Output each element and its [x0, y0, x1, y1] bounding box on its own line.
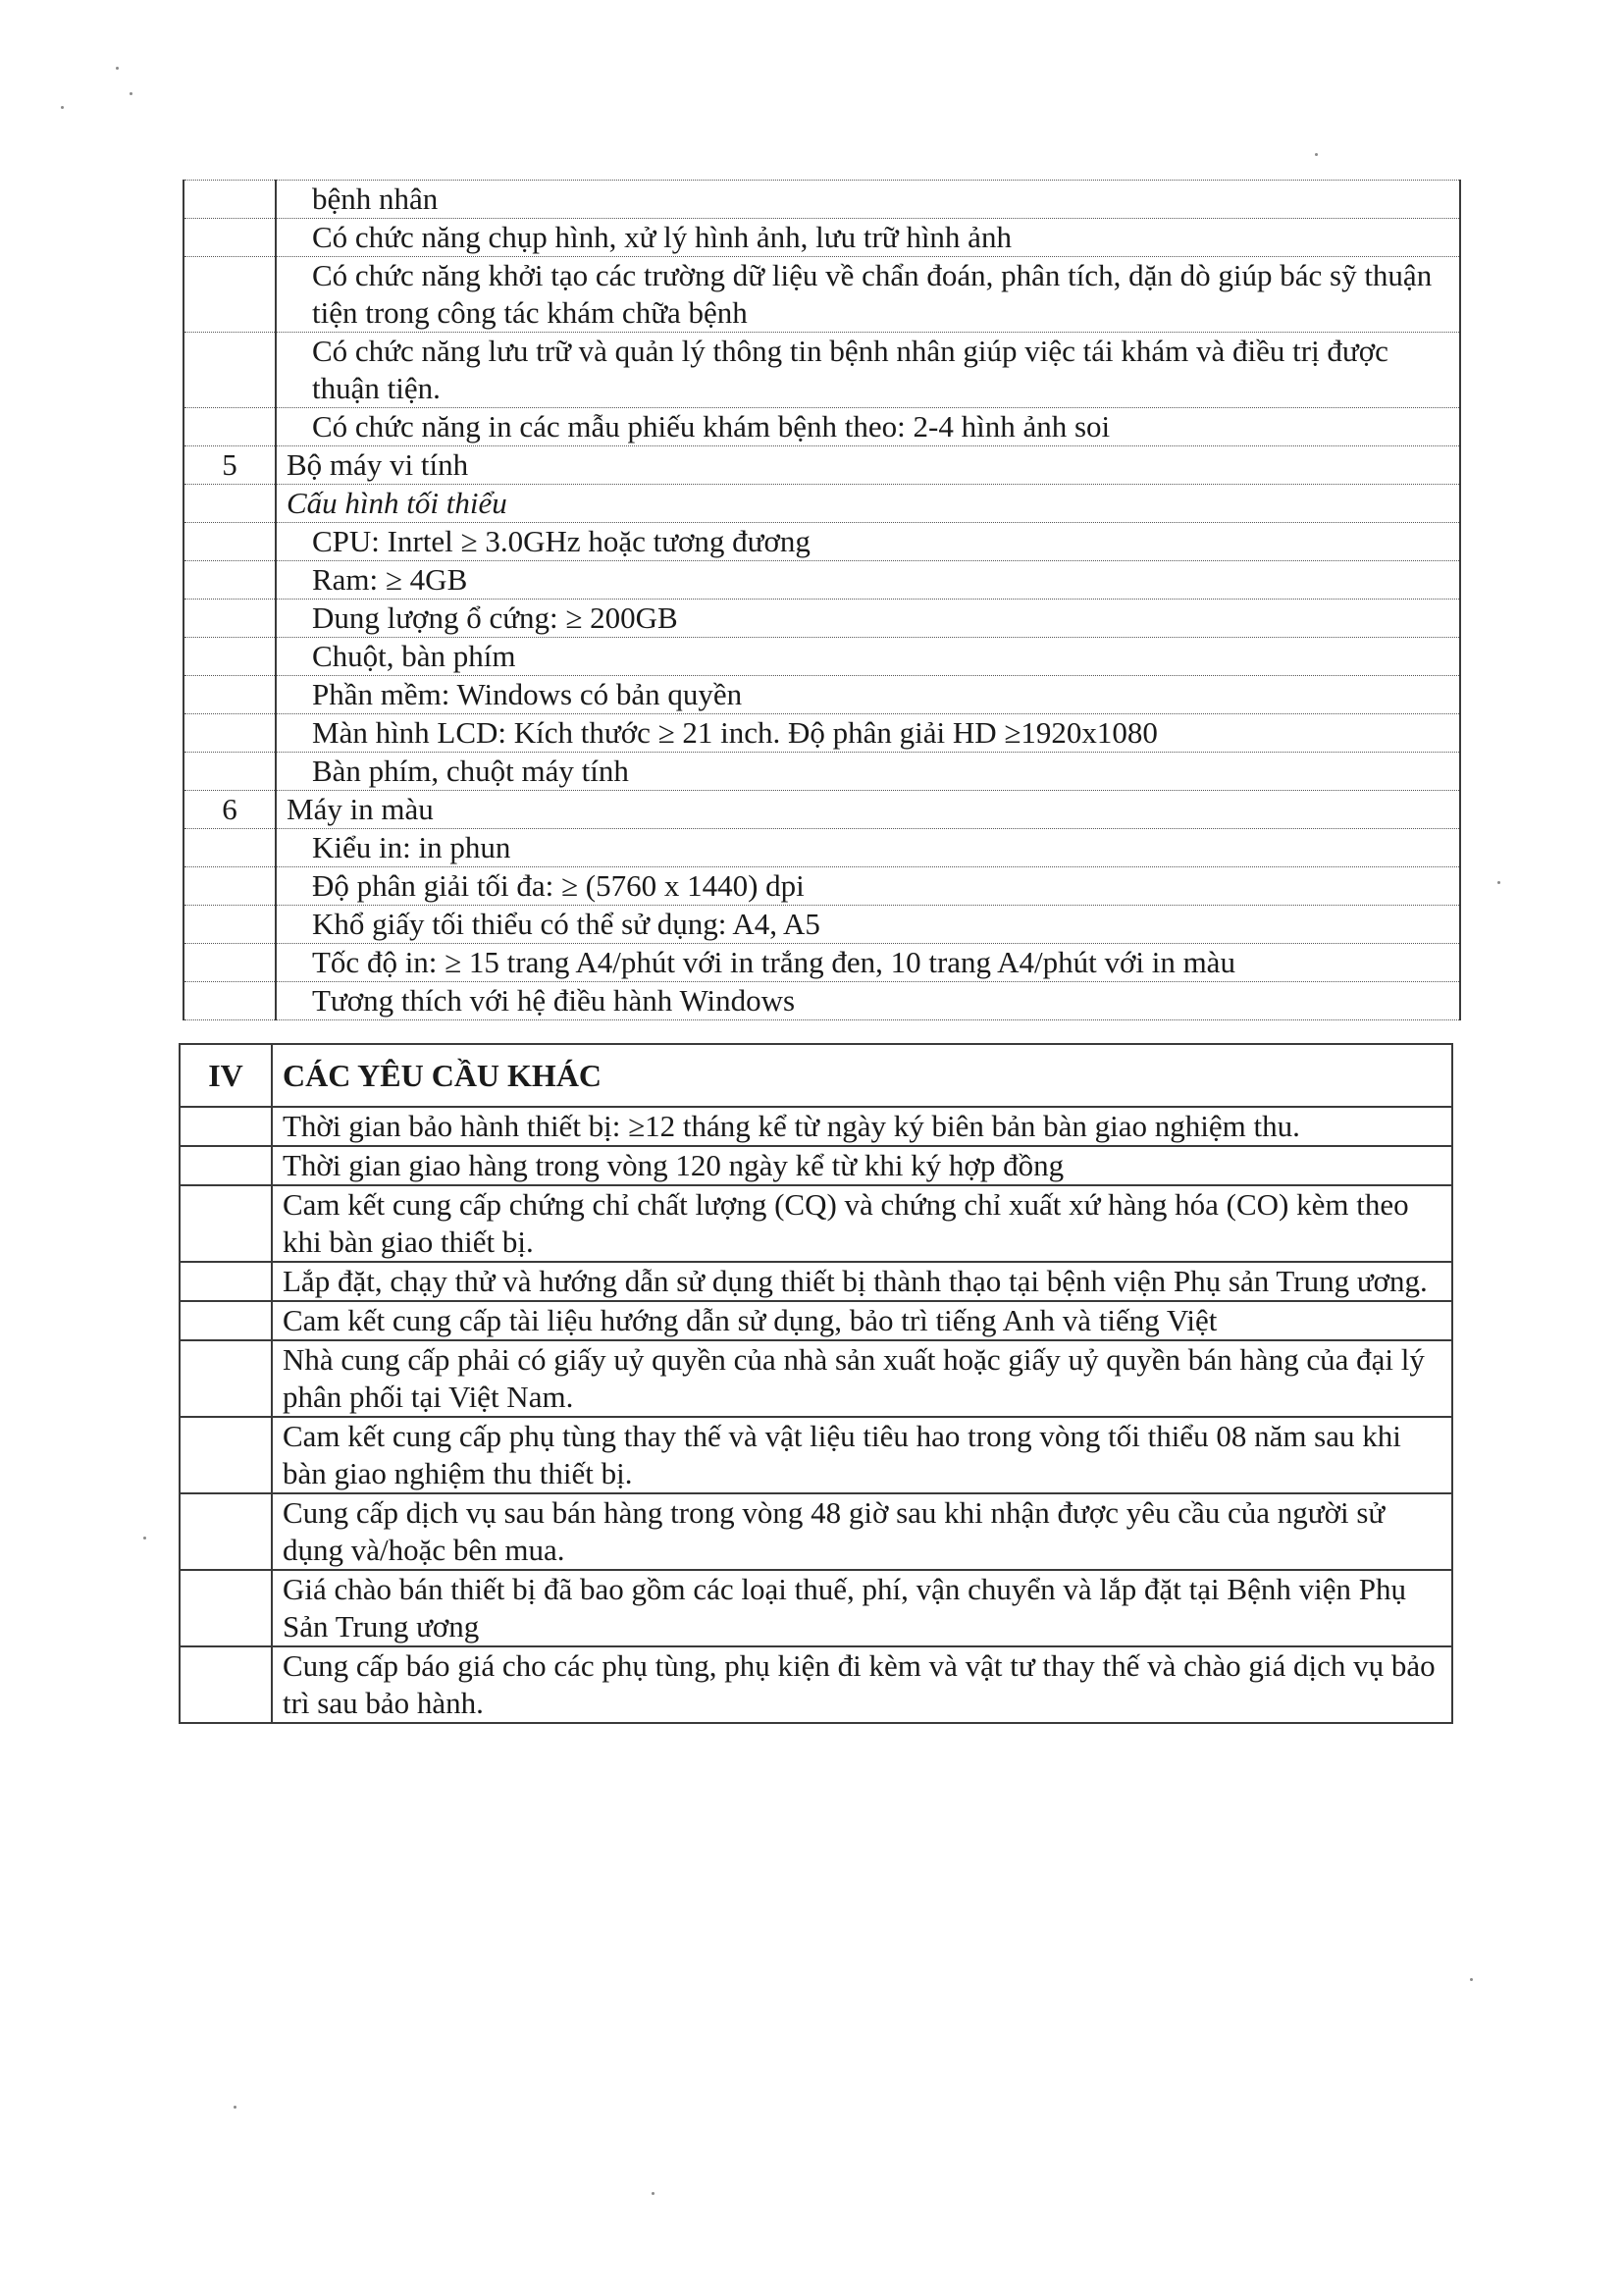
requirement-number	[180, 1570, 272, 1646]
requirement-number	[180, 1185, 272, 1262]
other-requirements-body	[180, 1044, 1452, 1723]
requirement-number	[180, 1493, 272, 1570]
item-spec: Có chức năng lưu trữ và quản lý thông tin bệnh nhân giúp việc tái khám và điều trị được thuận tiện.	[276, 333, 1460, 408]
item-number	[183, 408, 276, 446]
item-number	[183, 867, 276, 906]
item-spec: CPU: Inrtel ≥ 3.0GHz hoặc tương đương	[276, 523, 1460, 561]
table-row	[183, 408, 1460, 446]
requirement-row	[180, 1262, 1452, 1301]
scan-speck	[234, 2106, 236, 2109]
item-number	[183, 944, 276, 982]
item-number	[183, 257, 276, 333]
item-spec: Kiểu in: in phun	[276, 829, 1460, 867]
item-spec: Phần mềm: Windows có bản quyền	[276, 676, 1460, 714]
item-spec: Dung lượng ổ cứng: ≥ 200GB	[276, 600, 1460, 638]
requirement-row	[180, 1301, 1452, 1340]
requirement-text: Nhà cung cấp phải có giấy uỷ quyền của nhà sản xuất hoặc giấy uỷ quyền bán hàng của đại lý phân phối tại Việt Nam.	[272, 1340, 1452, 1417]
requirement-text: Cung cấp báo giá cho các phụ tùng, phụ kiện đi kèm và vật tư thay thế và chào giá dịch vụ bảo trì sau bảo hành.	[272, 1646, 1452, 1723]
requirement-row	[180, 1340, 1452, 1417]
requirement-text: Lắp đặt, chạy thử và hướng dẫn sử dụng thiết bị thành thạo tại bệnh viện Phụ sản Trung ương.	[272, 1262, 1452, 1301]
spec-table-continuation	[183, 180, 1461, 1020]
item-number	[183, 676, 276, 714]
requirement-text: Cung cấp dịch vụ sau bán hàng trong vòng 48 giờ sau khi nhận được yêu cầu của người sử dụng và/hoặc bên mua.	[272, 1493, 1452, 1570]
table-row	[183, 219, 1460, 257]
table-row	[183, 333, 1460, 408]
item-number: 5	[183, 446, 276, 485]
table-row	[183, 829, 1460, 867]
requirement-number	[180, 1146, 272, 1185]
requirement-row	[180, 1493, 1452, 1570]
item-spec: Có chức năng chụp hình, xử lý hình ảnh, lưu trữ hình ảnh	[276, 219, 1460, 257]
requirement-text: Cam kết cung cấp tài liệu hướng dẫn sử dụng, bảo trì tiếng Anh và tiếng Việt	[272, 1301, 1452, 1340]
requirement-number	[180, 1646, 272, 1723]
scan-speck	[116, 67, 119, 70]
item-name: Máy in màu	[276, 791, 1460, 829]
table-row	[183, 561, 1460, 600]
requirement-row	[180, 1146, 1452, 1185]
item-spec: Ram: ≥ 4GB	[276, 561, 1460, 600]
item-number	[183, 485, 276, 523]
requirement-row	[180, 1570, 1452, 1646]
scan-speck	[1497, 881, 1500, 884]
scan-speck	[61, 106, 64, 109]
requirement-number	[180, 1301, 272, 1340]
item-number	[183, 600, 276, 638]
table-row	[183, 944, 1460, 982]
requirement-text: Cam kết cung cấp chứng chỉ chất lượng (CQ) và chứng chỉ xuất xứ hàng hóa (CO) kèm theo khi bàn giao thiết bị.	[272, 1185, 1452, 1262]
table-row	[183, 257, 1460, 333]
item-number	[183, 753, 276, 791]
table-row	[183, 714, 1460, 753]
table-row	[183, 982, 1460, 1020]
item-name: Bộ máy vi tính	[276, 446, 1460, 485]
item-number	[183, 561, 276, 600]
item-number	[183, 638, 276, 676]
item-number	[183, 523, 276, 561]
section-iv-header-row	[180, 1044, 1452, 1107]
requirement-text: Giá chào bán thiết bị đã bao gồm các loại thuế, phí, vận chuyển và lắp đặt tại Bệnh viện Phụ Sản Trung ương	[272, 1570, 1452, 1646]
requirement-text: Thời gian giao hàng trong vòng 120 ngày kể từ khi ký hợp đồng	[272, 1146, 1452, 1185]
section-number: IV	[180, 1044, 272, 1107]
requirement-number	[180, 1340, 272, 1417]
item-number	[183, 714, 276, 753]
item-spec: Chuột, bàn phím	[276, 638, 1460, 676]
item-number: 6	[183, 791, 276, 829]
item-spec: Tốc độ in: ≥ 15 trang A4/phút với in trắng đen, 10 trang A4/phút với in màu	[276, 944, 1460, 982]
item-spec: Bàn phím, chuột máy tính	[276, 753, 1460, 791]
item-spec: Tương thích với hệ điều hành Windows	[276, 982, 1460, 1020]
requirement-row	[180, 1107, 1452, 1146]
item-spec: bệnh nhân	[276, 181, 1460, 219]
other-requirements-table	[179, 1043, 1453, 1724]
table-row	[183, 523, 1460, 561]
scan-speck	[652, 2192, 654, 2195]
table-row	[183, 181, 1460, 219]
table-row	[183, 485, 1460, 523]
requirement-row	[180, 1417, 1452, 1493]
item-number	[183, 906, 276, 944]
requirement-number	[180, 1107, 272, 1146]
item-number	[183, 982, 276, 1020]
table-row	[183, 791, 1460, 829]
spec-table-body	[183, 181, 1460, 1020]
item-spec: Khổ giấy tối thiểu có thể sử dụng: A4, A5	[276, 906, 1460, 944]
item-number	[183, 333, 276, 408]
item-number	[183, 181, 276, 219]
scan-speck	[1315, 153, 1318, 156]
requirement-text: Cam kết cung cấp phụ tùng thay thế và vật liệu tiêu hao trong vòng tối thiểu 08 năm sau khi bàn giao nghiệm thu thiết bị.	[272, 1417, 1452, 1493]
table-row	[183, 753, 1460, 791]
table-row	[183, 906, 1460, 944]
item-spec: Có chức năng in các mẫu phiếu khám bệnh theo: 2-4 hình ảnh soi	[276, 408, 1460, 446]
scan-speck	[143, 1537, 146, 1539]
table-row	[183, 638, 1460, 676]
item-number	[183, 219, 276, 257]
requirement-text: Thời gian bảo hành thiết bị: ≥12 tháng kể từ ngày ký biên bản bàn giao nghiệm thu.	[272, 1107, 1452, 1146]
table-row	[183, 867, 1460, 906]
section-title: CÁC YÊU CẦU KHÁC	[272, 1044, 1452, 1107]
table-row	[183, 446, 1460, 485]
config-subheading: Cấu hình tối thiểu	[276, 485, 1460, 523]
item-number	[183, 829, 276, 867]
requirement-row	[180, 1185, 1452, 1262]
requirement-row	[180, 1646, 1452, 1723]
item-spec: Màn hình LCD: Kích thước ≥ 21 inch. Độ phân giải HD ≥1920x1080	[276, 714, 1460, 753]
scan-speck	[1470, 1978, 1473, 1981]
item-spec: Có chức năng khởi tạo các trường dữ liệu về chẩn đoán, phân tích, dặn dò giúp bác sỹ thuận tiện trong công tác khám chữa bệnh	[276, 257, 1460, 333]
item-spec: Độ phân giải tối đa: ≥ (5760 x 1440) dpi	[276, 867, 1460, 906]
table-row	[183, 600, 1460, 638]
scan-speck	[130, 92, 132, 95]
table-row	[183, 676, 1460, 714]
requirement-number	[180, 1417, 272, 1493]
requirement-number	[180, 1262, 272, 1301]
